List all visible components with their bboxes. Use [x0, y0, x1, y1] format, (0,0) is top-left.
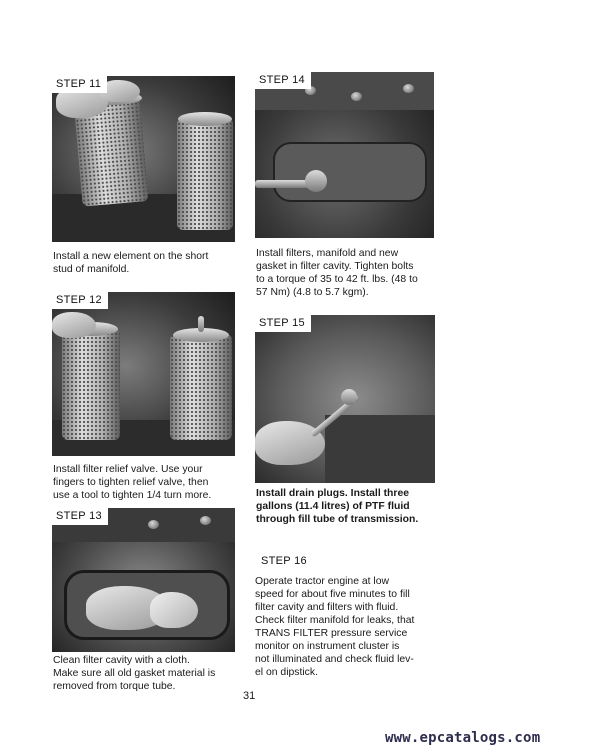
- filter-element: [170, 334, 232, 440]
- step-16-label: STEP 16: [261, 555, 307, 567]
- step-label: STEP 14: [255, 72, 311, 89]
- step-label: STEP 11: [52, 76, 107, 93]
- step-15-photo: [255, 315, 435, 483]
- step-15-caption: Install drain plugs. Install three gallons (11.4 litres) of PTF fluid through fill tube of transmission.: [256, 488, 419, 525]
- filter-element: [177, 118, 233, 230]
- step-label: STEP 15: [255, 315, 311, 332]
- watermark: www.epcatalogs.com: [385, 730, 541, 746]
- cloth: [150, 592, 198, 628]
- filter-element: [62, 328, 120, 440]
- step-11-photo: [52, 76, 235, 242]
- step-16-caption: Operate tractor engine at low speed for about five minutes to fill filter cavity and filters with fluid. Check filter manifold for leaks, that TRANS FILTER pressure service monitor on instrument cluster is not illuminated and check fluid lev- el on dipstick.: [255, 576, 415, 678]
- step-12-photo: [52, 292, 235, 456]
- step-14-caption: Install filters, manifold and new gasket in filter cavity. Tighten bolts to a torque of 35 to 42 ft. lbs. (48 to 57 Nm) (4.8 to 5.7 kgm).: [256, 248, 418, 298]
- step-11-caption: Install a new element on the short stud of manifold.: [53, 251, 209, 275]
- step-14-photo: [255, 72, 434, 238]
- step-13-caption: Clean filter cavity with a cloth. Make sure all old gasket material is removed from torque tube.: [53, 655, 216, 692]
- step-12-caption: Install filter relief valve. Use your fingers to tighten relief valve, then use a tool to tighten 1/4 turn more.: [53, 464, 212, 501]
- step-13-photo: [52, 508, 235, 652]
- step-label: STEP 12: [52, 292, 108, 309]
- page-number: 31: [243, 690, 256, 702]
- hand: [52, 312, 96, 338]
- step-label: STEP 13: [52, 508, 108, 525]
